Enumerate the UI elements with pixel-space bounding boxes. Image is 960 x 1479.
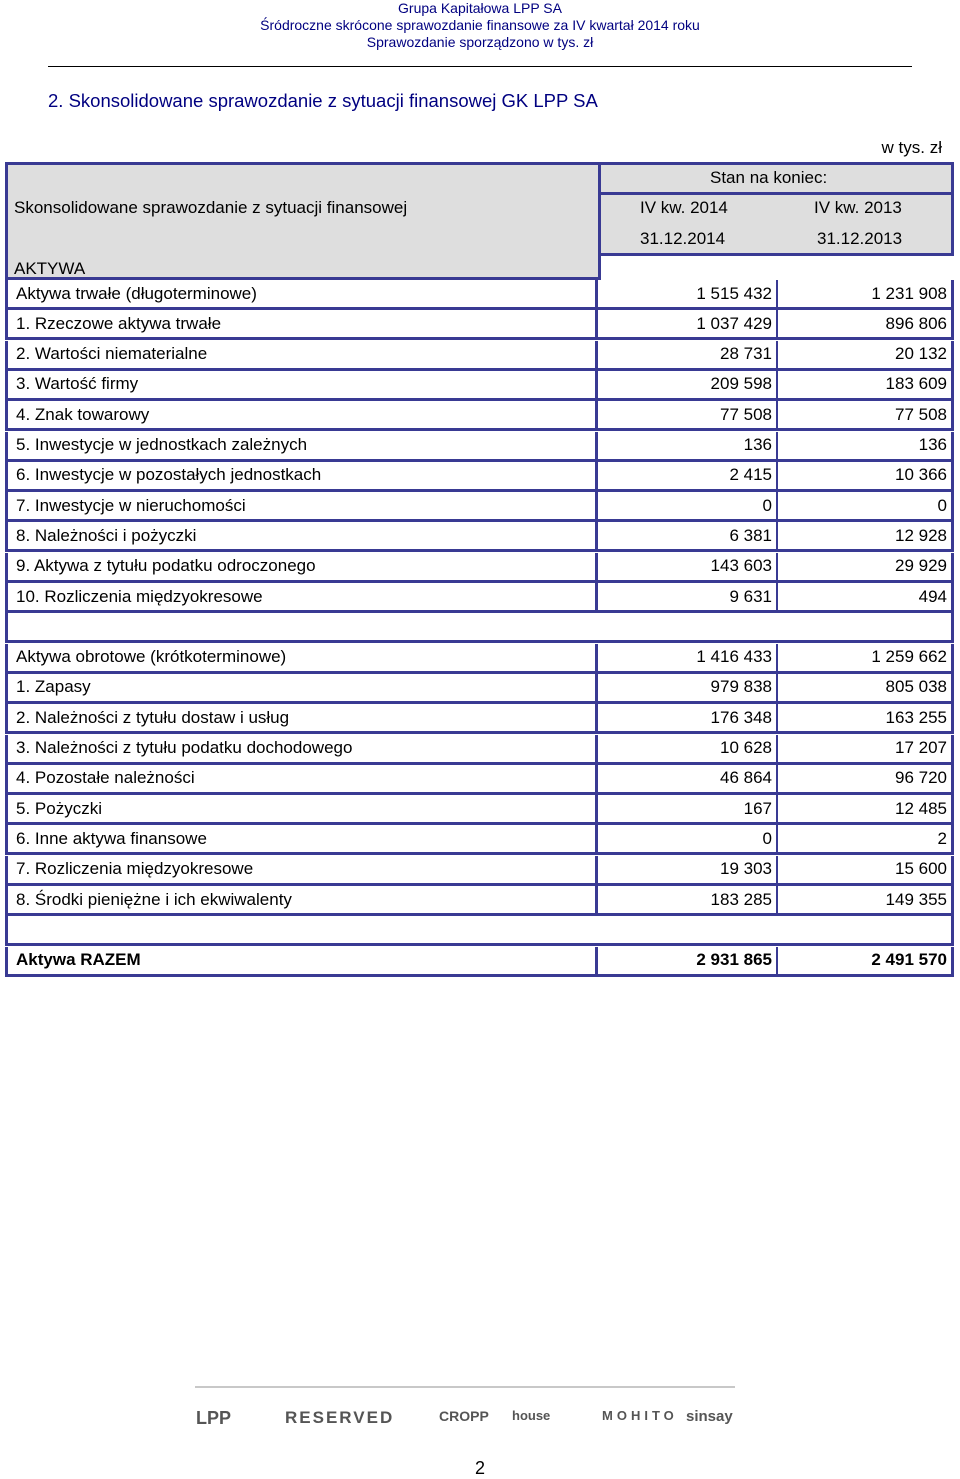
row-label: 6. Inwestycje w pozostałych jednostkach [5,462,598,492]
value-2013: 805 038 [778,674,954,704]
value-2014: 0 [598,492,778,522]
value-2013: 29 929 [778,553,954,583]
logo-lpp: LPP [196,1408,232,1428]
row-label: 9. Aktywa z tytułu podatku odroczonego [5,553,598,583]
value-2014: 0 [598,825,778,855]
header-unit-note: Sprawozdanie sporządzono w tys. zł [366,34,594,50]
value-2014: 209 598 [598,371,778,401]
table-row [5,341,954,371]
value-2013: 494 [778,583,954,613]
value-2013: 163 255 [778,704,954,734]
row-label: 5. Inwestycje w jednostkach zależnych [5,432,598,462]
value-2013: 12 928 [778,522,954,552]
row-label: 8. Środki pieniężne i ich ekwiwalenty [5,886,598,916]
value-2014: 176 348 [598,704,778,734]
value-2014: 10 628 [598,735,778,765]
value-2014: 183 285 [598,886,778,916]
value-2013: 96 720 [778,765,954,795]
value-2013: 10 366 [778,462,954,492]
value-2013: 183 609 [778,371,954,401]
header-company: Grupa Kapitałowa LPP SA [398,0,562,16]
value-2013: 896 806 [778,310,954,340]
value-2014: 46 864 [598,765,778,795]
row-label: 4. Pozostałe należności [5,765,598,795]
logo-sinsay: sinsay [686,1408,733,1425]
date-band [598,253,954,280]
table-row [5,886,954,916]
table-row [5,310,954,340]
value-2013: 1 259 662 [778,644,954,674]
value-2013: 20 132 [778,341,954,371]
row-label: 6. Inne aktywa finansowe [5,825,598,855]
col1-date: 31.12.2014 [640,229,726,248]
spacer-cell [5,613,954,643]
value-2014: 28 731 [598,341,778,371]
row-label: 7. Rozliczenia międzyokresowe [5,856,598,886]
table-row [5,735,954,765]
row-label: 7. Inwestycje w nieruchomości [5,492,598,522]
table-row [5,674,954,704]
page-number: 2 [474,1458,485,1478]
spacer-row [5,613,954,643]
total-row [5,947,954,977]
col1-period: IV kw. 2014 [640,198,728,217]
row-label: 2. Wartości niematerialne [5,341,598,371]
value-2014: 1 037 429 [598,310,778,340]
col2-date: 31.12.2013 [817,229,903,248]
table-row [5,765,954,795]
value-2014: 979 838 [598,674,778,704]
table-row [5,856,954,886]
value-2014: 2 931 865 [598,947,778,977]
table-row [5,371,954,401]
logo-mohito: MOHITO [602,1408,678,1423]
value-2014: 1 416 433 [598,644,778,674]
table-row [5,553,954,583]
unit-label: w tys. zł [881,138,942,157]
header-row-divider [598,192,954,195]
table-row [5,401,954,431]
logo-house: house [512,1408,551,1423]
value-2014: 167 [598,795,778,825]
value-2013: 149 355 [778,886,954,916]
table-row [5,825,954,855]
period-group-label: Stan na koniec: [710,168,828,187]
table-header [5,162,954,280]
logo-reserved: RESERVED [285,1408,395,1427]
row-label: 10. Rozliczenia międzyokresowe [5,583,598,613]
value-2013: 1 231 908 [778,280,954,310]
value-2014: 136 [598,432,778,462]
value-2013: 2 491 570 [778,947,954,977]
col2-period: IV kw. 2013 [814,198,902,217]
aktywa-section-label: AKTYWA [14,259,86,278]
table-row [5,492,954,522]
value-2014: 19 303 [598,856,778,886]
table-row [5,522,954,552]
spacer-cell [5,916,954,946]
table-row [5,644,954,674]
statement-label: Skonsolidowane sprawozdanie z sytuacji finansowej [14,198,408,217]
value-2013: 136 [778,432,954,462]
value-2013: 0 [778,492,954,522]
header-report-title: Śródroczne skrócone sprawozdanie finansowe za IV kwartał 2014 roku [260,17,700,33]
row-label: 3. Wartość firmy [5,371,598,401]
logo-cropp: CROPP [439,1408,489,1424]
header-divider [48,66,912,67]
value-2013: 17 207 [778,735,954,765]
value-2014: 143 603 [598,553,778,583]
table-row [5,280,954,310]
row-label: 5. Pożyczki [5,795,598,825]
row-label: 1. Zapasy [5,674,598,704]
value-2013: 15 600 [778,856,954,886]
value-2014: 1 515 432 [598,280,778,310]
row-label: Aktywa trwałe (długoterminowe) [5,280,598,310]
table-row [5,432,954,462]
table-row [5,704,954,734]
row-label: Aktywa obrotowe (krótkoterminowe) [5,644,598,674]
table-row [5,795,954,825]
value-2014: 9 631 [598,583,778,613]
value-2014: 2 415 [598,462,778,492]
table-row [5,462,954,492]
value-2014: 77 508 [598,401,778,431]
spacer-row [5,916,954,946]
row-label: 2. Należności z tytułu dostaw i usług [5,704,598,734]
table-row [5,583,954,613]
section-title: 2. Skonsolidowane sprawozdanie z sytuacji finansowej GK LPP SA [48,90,598,111]
row-label: 3. Należności z tytułu podatku dochodowego [5,735,598,765]
value-2014: 6 381 [598,522,778,552]
row-label: 1. Rzeczowe aktywa trwałe [5,310,598,340]
value-2013: 77 508 [778,401,954,431]
row-label: Aktywa RAZEM [5,947,598,977]
row-label: 8. Należności i pożyczki [5,522,598,552]
header-column-divider [598,165,601,253]
value-2013: 12 485 [778,795,954,825]
value-2013: 2 [778,825,954,855]
brand-logos-divider [195,1386,735,1388]
row-label: 4. Znak towarowy [5,401,598,431]
